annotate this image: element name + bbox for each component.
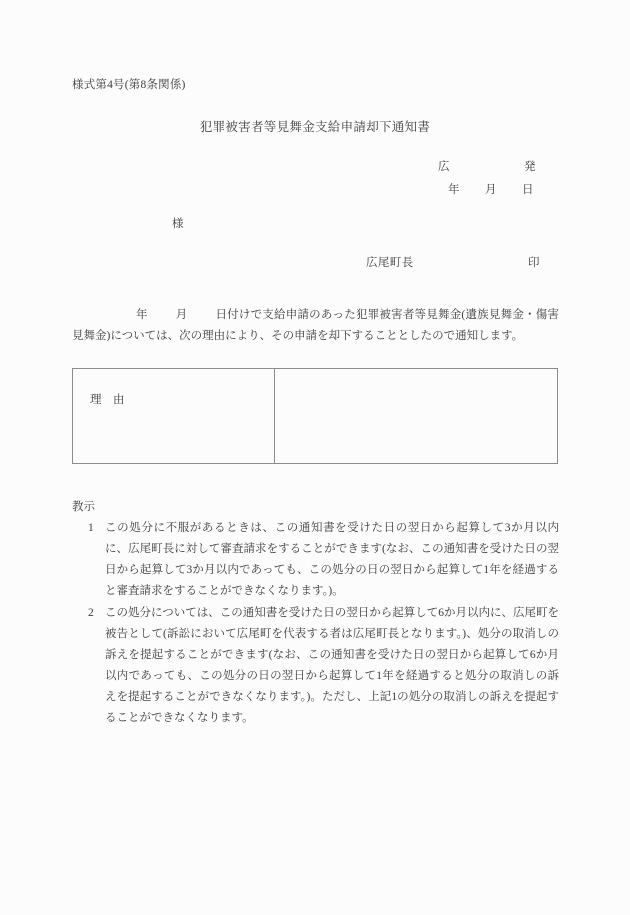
form-number: 様式第4号(第8条関係) — [72, 79, 186, 91]
instruction-item — [72, 518, 559, 602]
issuer-name: 広尾町長 — [366, 257, 414, 269]
body-text: 日付けで支給申請のあった犯罪被害者等見舞金(遺族見舞金・傷害見舞金)については、次の理由により、その申請を却下することとしたので通知します。 — [72, 309, 559, 342]
instruction-item-text: この処分については、この通知書を受けた日の翌日から起算して6か月以内に、広尾町を被告として(訴訟において広尾町を代表する者は広尾町長となります。)、処分の取消しの訴えを提起することができます(なお、この通知書を受けた日の翌日から起算して6か月以内であっても、この処分の日の翌日から起算して1年を経過すると処分の取消しの訴えを提起することができなくなります。)。ただし、上記1の処分の取消しの訴えを提起することができなくなります。 — [105, 607, 560, 724]
body-date-year-label: 年 — [136, 309, 148, 321]
seal-mark: 印 — [528, 257, 540, 269]
issue-date-month-label: 月 — [485, 184, 497, 196]
issue-date-day-label: 日 — [522, 184, 534, 196]
body-date-month-label: 月 — [175, 309, 188, 321]
body-paragraph — [72, 305, 559, 347]
page-title: 犯罪被害者等見舞金支給申請却下通知書 — [199, 120, 431, 134]
document-number-prefix: 広 — [438, 161, 450, 173]
reason-table — [72, 368, 558, 464]
instruction-item — [72, 603, 559, 729]
instructions-heading: 教示 — [72, 501, 95, 513]
instructions-section — [72, 498, 559, 729]
issue-date-year-label: 年 — [448, 184, 460, 196]
instruction-item-number: 1 — [88, 522, 94, 534]
reason-value-cell[interactable] — [275, 369, 557, 463]
instruction-item-text: この処分に不服があるときは、この通知書を受けた日の翌日から起算して3か月以内に、広尾町長に対して審査請求をすることができます(なお、この通知書を受けた日の翌日から起算して3か月以内であっても、この処分の日の翌日から起算して1年を経過すると審査請求をすることができなくなります。)。 — [105, 522, 559, 597]
addressee-honorific: 様 — [172, 218, 184, 230]
document-number-suffix: 発 — [524, 161, 536, 173]
reason-label: 理 由 — [90, 394, 125, 406]
instruction-item-number: 2 — [88, 607, 94, 619]
reason-label-cell — [73, 369, 275, 463]
